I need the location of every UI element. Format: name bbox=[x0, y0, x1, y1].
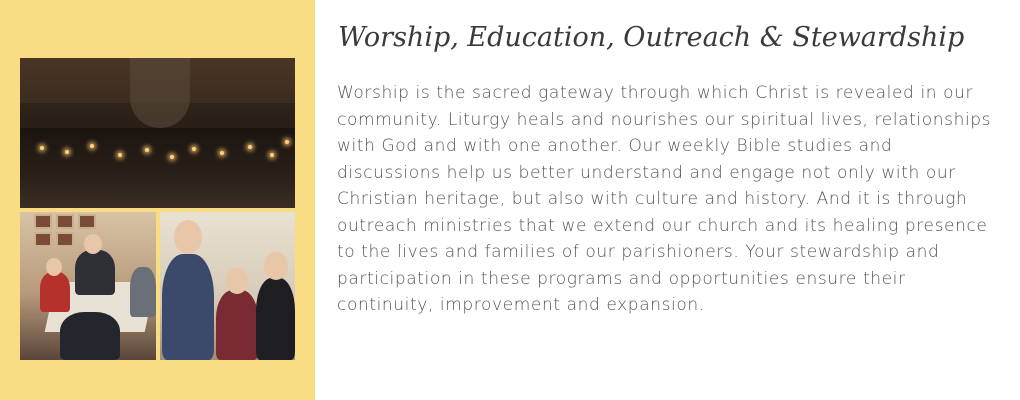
candle-light bbox=[270, 153, 274, 157]
wall-picture-frame bbox=[78, 214, 96, 229]
parishioner-center bbox=[216, 290, 258, 360]
candle-light bbox=[285, 140, 289, 144]
study-participant bbox=[130, 267, 156, 317]
parishioners-group-photo bbox=[160, 212, 295, 360]
wall-picture-frame bbox=[56, 232, 74, 247]
section-heading: Worship, Education, Outreach & Stewardship bbox=[338, 22, 965, 53]
wall-picture-frame bbox=[34, 214, 52, 229]
participant-head bbox=[84, 234, 102, 254]
study-participant bbox=[40, 272, 70, 312]
parishioner-head bbox=[226, 268, 248, 294]
study-participant bbox=[60, 312, 120, 360]
candle-light bbox=[192, 147, 196, 151]
candle-light bbox=[65, 150, 69, 154]
photo-panel-background bbox=[0, 0, 315, 400]
candle-light bbox=[118, 153, 122, 157]
wall-picture-frame bbox=[56, 214, 74, 229]
candle-light bbox=[170, 155, 174, 159]
section-body-text: Worship is the sacred gateway through which Christ is revealed in our community. Liturgy heals and nourishes our spiritual lives, relationships with God and with one another. Our weekly Bible studies and discussions help us better understand and engage not only with our Christian heritage, but also with culture and history. And it is through outreach ministries that we extend our church and its healing presence to the lives and families of our parishioners. Your stewardship and participation in these programs and opportunities ensure their continuity, improvement and expansion. bbox=[337, 83, 992, 315]
participant-head bbox=[46, 258, 62, 276]
parishioner-head bbox=[174, 220, 202, 254]
candle-light bbox=[40, 146, 44, 150]
parishioner-head bbox=[264, 252, 288, 280]
church-arch bbox=[130, 58, 190, 128]
candle-light bbox=[145, 148, 149, 152]
congregation-crowd bbox=[20, 128, 295, 208]
parishioner-left bbox=[162, 254, 214, 360]
candle-light bbox=[90, 144, 94, 148]
bible-study-photo bbox=[20, 212, 156, 360]
study-participant bbox=[75, 250, 115, 295]
candle-light bbox=[248, 145, 252, 149]
candle-light bbox=[220, 151, 224, 155]
parishioner-right bbox=[256, 278, 295, 360]
candlelight-vigil-photo bbox=[20, 58, 295, 208]
wall-picture-frame bbox=[34, 232, 52, 247]
